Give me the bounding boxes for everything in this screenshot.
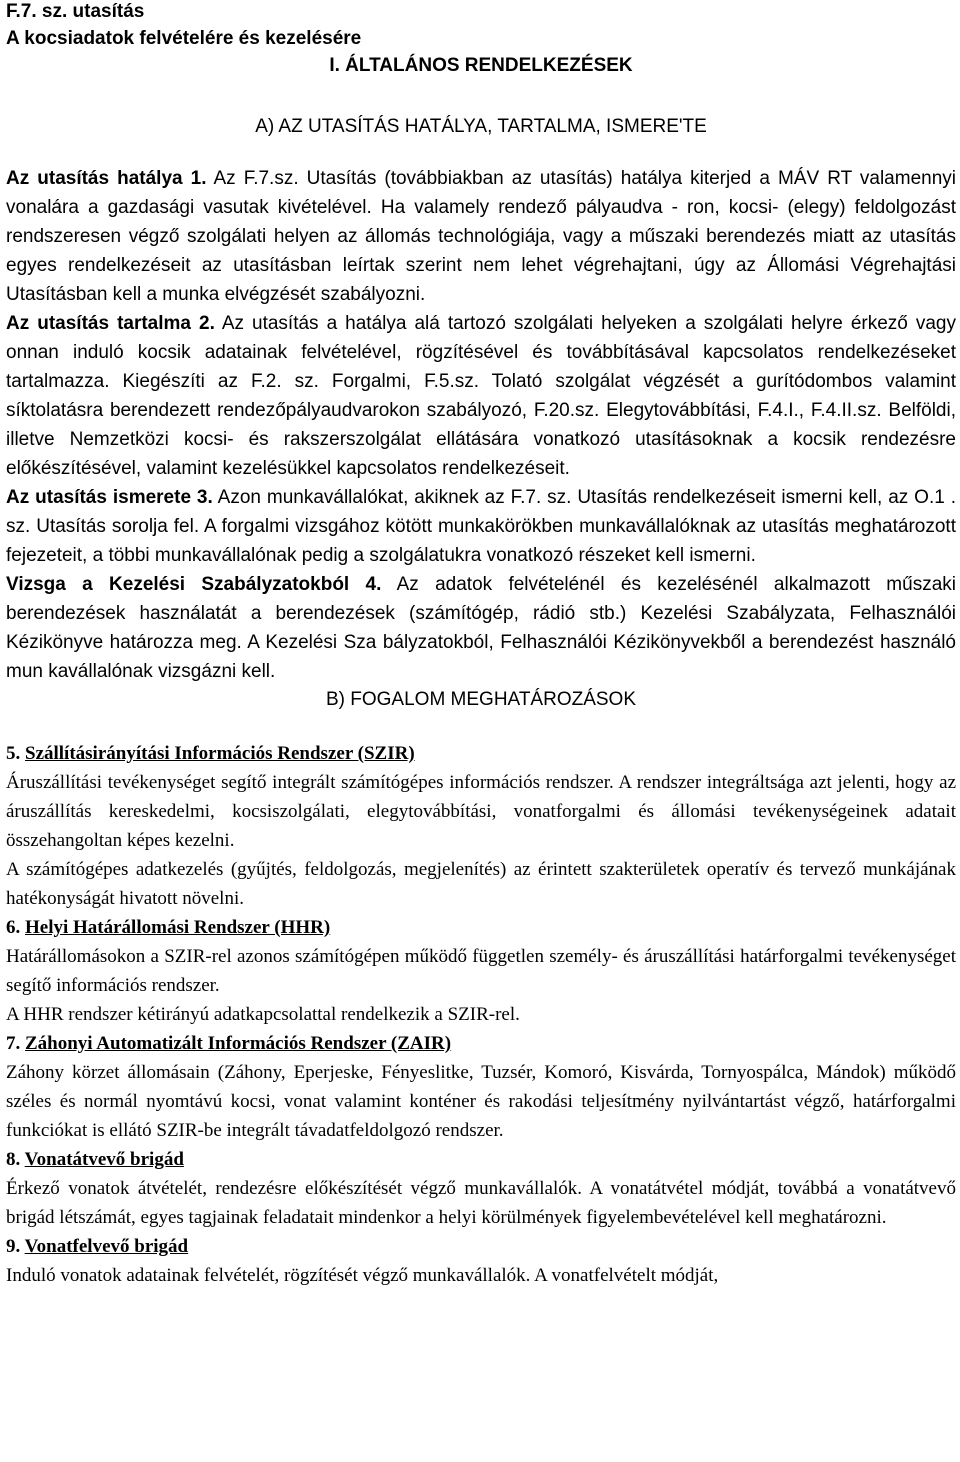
definition-paragraph: Induló vonatok adatainak felvételét, rögzítését végző munkavállalók. A vonatfelvételt módját,: [6, 1265, 719, 1286]
definition-paragraph: A számítógépes adatkezelés (gyűjtés, feldolgozás, megjelenítés) az érintett szakterületek operatív és tervező munkájának hatékonyságát hivatott növelni.: [6, 859, 956, 909]
paragraph-1-text-b: Ha valamely rendező pályaudva - ron, kocsi- (elegy) feldolgozást rendszeresen végző szolgálati helyen az állomás technológiája, vagy a műszaki berendezés miatt az utasítás egyes rendelkezéseit az utasításban leírtak szerint nem lehet végrehajtani, úgy az Állomási Végrehajtási Utasításban kell a munka elvégzését szabályozni.: [6, 197, 957, 305]
paragraph-1: [6, 164, 956, 309]
definition-item-5: [6, 739, 956, 913]
chapter-title: I. ÁLTALÁNOS RENDELKEZÉSEK: [329, 55, 633, 76]
document-code: F.7. sz. utasítás: [6, 1, 145, 22]
paragraph-3: [6, 483, 956, 570]
definitions-list: [6, 739, 956, 1290]
paragraph-2-lead: Az utasítás tartalma 2.: [6, 313, 215, 334]
section-a-title: A) AZ UTASÍTÁS HATÁLYA, TARTALMA, ISMERE'TE: [255, 116, 707, 137]
paragraph-3-lead: Az utasítás ismerete 3.: [6, 487, 213, 508]
definition-paragraph: Záhony körzet állomásain (Záhony, Eperjeske, Fényeslitke, Tuzsér, Komoró, Kisvárda, Tornyospálca, Mándok) működő széles és normál nyomtávú kocsi, vonat valamint konténer és rakodási teljesítmény nyilvántartást végző, határforgalmi funkciókat is ellátó SZIR-be integrált távadatfeldolgozó rendszer.: [6, 1062, 956, 1141]
definition-heading: 6. Helyi Határállomási Rendszer (HHR): [6, 917, 331, 938]
paragraph-4: [6, 570, 956, 686]
definition-heading: 8. Vonatátvevő brigád: [6, 1149, 184, 1170]
definition-paragraph: A HHR rendszer kétirányú adatkapcsolattal rendelkezik a SZIR-rel.: [6, 1004, 520, 1025]
definition-heading: 7. Záhonyi Automatizált Információs Rendszer (ZAIR): [6, 1033, 452, 1054]
definition-paragraph: Áruszállítási tevékenységet segítő integrált számítógépes információs rendszer. A rendszer integráltsága azt jelenti, hogy az áruszállítás kereskedelmi, kocsiszolgálati, elegytovábbítási, vonatforgalmi és állomási tevékenységeinek adatait összehangoltan képes kezelni.: [6, 772, 956, 851]
definition-heading: 5. Szállításirányítási Információs Rendszer (SZIR): [6, 743, 415, 764]
definition-item-8: [6, 1145, 956, 1232]
paragraph-1-lead: Az utasítás hatálya 1.: [6, 168, 207, 189]
paragraph-2-text: Az utasítás a hatálya alá tartozó szolgálati helyeken a szolgálati helyre érkező vagy onnan induló kocsik adatainak felvételével, rögzítésével és továbbításával kapcsolatos rendelkezéseket tartalmazza. Kiegészíti az F.2. sz. Forgalmi, F.5.sz. Tolató szolgálat végzését a gurítódombos valamint síktolatásra berendezett rendezőpályaudvarokon szabályozó, F.20.sz. Elegytovábbítási, F.4.I., F.4.II.sz. Belföldi, illetve Nemzetközi kocsi- és rakszerszolgálat ellátására vonatkozó utasításoknak a kocsik rendezésre előkészítésével, valamint kezelésükkel kapcsolatos rendelkezéseit.: [6, 313, 956, 479]
definition-item-9: [6, 1232, 956, 1290]
definition-paragraph: Érkező vonatok átvételét, rendezésre előkészítését végző munkavállalók. A vonatátvétel módját, továbbá a vonatátvevő brigád létszámát, egyes tagjainak feladatait mindenkor a helyi körülmények figyelembevételével kell meghatározni.: [6, 1178, 956, 1228]
paragraph-2: [6, 309, 956, 483]
definition-paragraph: Határállomásokon a SZIR-rel azonos számítógépen működő független személy- és áruszállítási határforgalmi tevékenységet segítő információs rendszer.: [6, 946, 956, 996]
definition-item-7: [6, 1029, 956, 1145]
definition-heading: 9. Vonatfelvevő brigád: [6, 1236, 189, 1257]
paragraph-3-text: Azon munkavállalókat, akiknek az F.7. sz. Utasítás rendelkezéseit ismerni kell, az O.1 . sz. Utasítás sorolja fel. A forgalmi vizsgához kötött munkakörökben munkavállalóknak az utasítás meghatározott fejezeteit, a többi munkavállalónak pedig a szolgálatukra vonatkozó részeket kell ismerni.: [6, 487, 956, 566]
paragraph-1-text-a: Az F.7.sz. Utasítás (továbbiakban az utasítás) hatálya kiterjed a MÁV RT valamennyi vonalára a gazdasági vasutak kivételével.: [6, 168, 956, 218]
section-b-title: B) FOGALOM MEGHATÁROZÁSOK: [325, 689, 636, 710]
definition-item-6: [6, 913, 956, 1029]
paragraph-4-lead: Vizsga a Kezelési Szabályzatokból 4.: [6, 574, 382, 595]
document-subject: A kocsiadatok felvételére és kezelésére: [6, 28, 362, 49]
paragraph-4-text: Az adatok felvételénél és kezelésénél alkalmazott műszaki berendezések használatát a berendezések (számítógép, rádió stb.) Kezelési Szabályzata, Felhasználói Kézikönyve határozza meg. A Kezelési Sza bályzatokból, Felhasználói Kézikönyvekből a berendezést használó mun kavállalónak vizsgázni kell.: [6, 574, 956, 682]
